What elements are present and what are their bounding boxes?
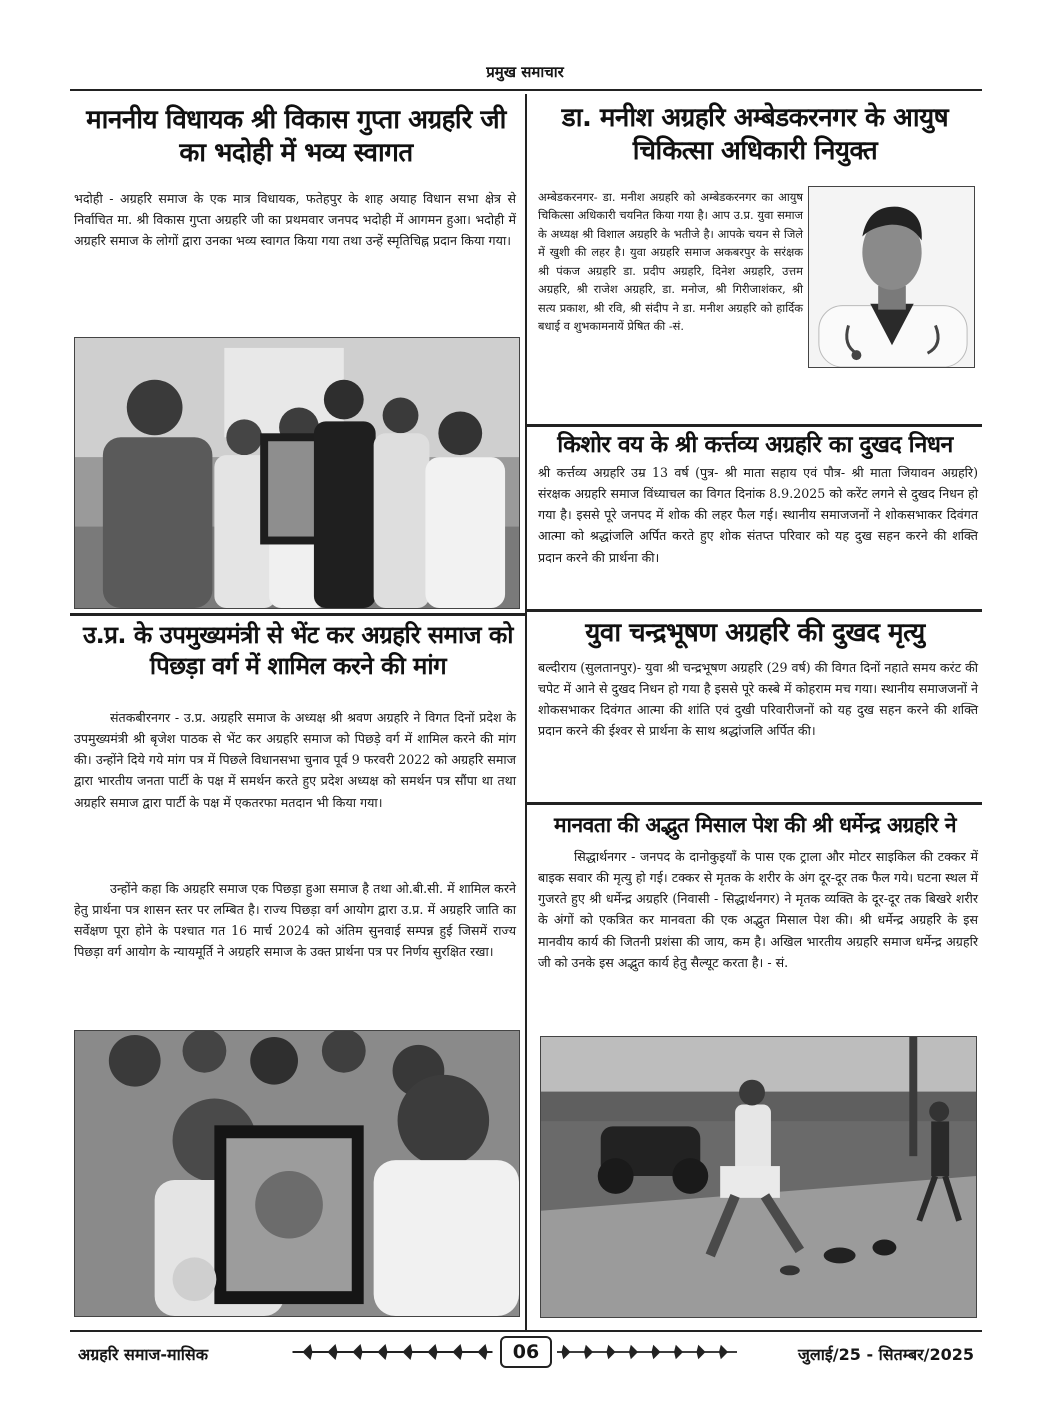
dharmendra-headline: मानवता की अद्भुत मिसाल पेश की श्री धर्मेन्द्र अग्रहरि ने: [554, 813, 956, 837]
vidhayak-welcome-photo: [74, 337, 520, 609]
page-footer: [70, 1332, 982, 1372]
column-divider: [525, 94, 527, 1330]
right-divider-1: [527, 424, 982, 427]
dharmendra-body: सिद्धार्थनगर - जनपद के दानोकुइयाँ के पास एक ट्राला और मोटर साइकिल की टक्कर में बाइक सवार की मृत्यु हो गई। टक्कर से मृतक के शरीर के अंग दूर-दूर तक फैल गये। घटना स्थल में गुजरते हुए श्री धर्मेन्द्र अग्रहरि (निवासी - सिद्धार्थनगर) ने मृतक व्यक्ति के दूर-दूर तक बिखरे शरीर के अंगों को एकत्रित कर मानवता की एक अद्भुत मिसाल पेश की। श्री धर्मेन्द्र अग्रहरि के इस मानवीय कार्य की जितनी प्रशंसा की जाय, कम है। अखिल भारतीय अग्रहरि समाज धर्मेन्द्र अग्रहरि जी को उनके इस अद्भुत कार्य हेतु सैल्यूट करता है। - सं.: [538, 849, 978, 970]
publication-name: अग्रहरि समाज-मासिक: [78, 1345, 209, 1364]
upmukhyamantri-headline: उ.प्र. के उपमुख्यमंत्री से भेंट कर अग्रहरि समाज को पिछड़ा वर्ग में शामिल करने की मांग: [82, 621, 514, 680]
page-number: 06: [500, 1336, 552, 1368]
left-divider: [70, 613, 525, 616]
upmukhyamantri-meeting-photo: [74, 1030, 520, 1317]
kartavya-headline: किशोर वय के श्री कर्त्तव्य अग्रहरि का दुखद निधन: [557, 432, 953, 458]
kartavya-body: श्री कर्त्तव्य अग्रहरि उम्र 13 वर्ष (पुत्र- श्री माता सहाय एवं पौत्र- श्री माता जियावन अग्रहरि) संरक्षक अग्रहरि समाज विंध्याचल का विगत दिनांक 8.9.2025 को करेंट लगने से दुखद निधन हो गया है। इससे पूरे जनपद में शोक की लहर फैल गई। स्थानीय समाजजनों ने शोकसभाकर दिवंगत आत्मा को श्रद्धांजलि अर्पित करते हुए शोक संतप्त परिवार को यह दुख सहन करने की शक्ति प्रदान करने की प्रार्थना की।: [538, 465, 978, 565]
issue-date: जुलाई/25 - सितम्बर/2025: [798, 1345, 974, 1364]
right-divider-2: [527, 609, 982, 612]
left-vine-ornament-icon: [290, 1342, 495, 1362]
section-label: प्रमुख समाचार: [486, 63, 564, 81]
manish-headline: डा. मनीश अग्रहरि अम्बेडकरनगर के आयुष चिकित्सा अधिकारी नियुक्त: [561, 103, 949, 167]
vidhayak-body: भदोही - अग्रहरि समाज के एक मात्र विधायक, फतेहपुर के शाह अयाह विधान सभा क्षेत्र से निर्वाचित मा. श्री विकास गुप्ता अग्रहरि जी का प्रथमवार जनपद भदोही में आगमन हुआ। भदोही में अग्रहरि समाज के लोगों द्वारा उनका भव्य स्वागत किया गया तथा उन्हें स्मृतिचिह्न प्रदान किया गया।: [74, 191, 516, 249]
manish-portrait-photo: [808, 186, 975, 368]
vidhayak-headline: माननीय विधायक श्री विकास गुप्ता अग्रहरि जी का भदोही में भव्य स्वागत: [86, 105, 506, 169]
manish-body: अम्बेडकरनगर- डा. मनीश अग्रहरि को अम्बेडकरनगर का आयुष चिकित्सा अधिकारी चयनित किया गया है। आप उ.प्र. युवा समाज के अध्यक्ष श्री विशाल अग्रहरि के भतीजे है। आपके चयन से जिले में खुशी की लहर है। युवा अग्रहरि समाज अकबरपुर के सरंक्षक श्री पंकज अग्रहरि डा. प्रदीप अग्रहरि, दिनेश अग्रहरि, उत्तम अग्रहरि, श्री राजेश अग्रहरि, डा. मनोज, श्री गिरीजाशंकर, श्री सत्य प्रकाश, श्री रवि, श्री संदीप ने डा. मनीश अग्रहरि को हार्दिक बधाई व शुभकामनायें प्रेषित की -सं.: [538, 190, 803, 334]
right-divider-3: [527, 802, 982, 805]
chandrabhushan-body: बल्दीराय (सुलतानपुर)- युवा श्री चन्द्रभूषण अग्रहरि (29 वर्ष) की विगत दिनों नहाते समय करंट की चपेट में आने से दुखद निधन हो गया है इससे पूरे कस्बे में कोहराम मच गया। स्थानीय समाजजनों ने शोकसभाकर दिवंगत आत्मा की शांति एवं दुखी परिवारीजनों को यह दुख सहन करने की शक्ति प्रदान करने की ईश्वर से प्रार्थना के साथ श्रद्धांजलि अर्पित की।: [538, 660, 978, 739]
chandrabhushan-headline: युवा चन्द्रभूषण अग्रहरि की दुखद मृत्यु: [585, 618, 925, 648]
top-rule: [70, 89, 982, 91]
right-vine-ornament-icon: [557, 1342, 737, 1362]
accident-scene-photo: [540, 1036, 977, 1318]
upmukhyamantri-body-2: उन्होंने कहा कि अग्रहरि समाज एक पिछड़ा हुआ समाज है तथा ओ.बी.सी. में शामिल करने हेतु प्रार्थना पत्र शासन स्तर पर लम्बित है। राज्य पिछड़ा वर्ग आयोग द्वारा उ.प्र. में अग्रहरि जाति का सर्वेक्षण पूरा होने के पश्चात गत 16 मार्च 2024 को अंतिम सुनवाई सम्पन्न हुई जिसमें राज्य पिछड़ा वर्ग आयोग के न्यायमूर्ति ने अग्रहरि समाज के उक्त प्रार्थना पत्र पर निर्णय सुरक्षित रखा।: [74, 881, 516, 960]
upmukhyamantri-body-1: संतकबीरनगर - उ.प्र. अग्रहरि समाज के अध्यक्ष श्री श्रवण अग्रहरि ने विगत दिनों प्रदेश के उपमुख्यमंत्री श्री बृजेश पाठक से भेंट कर अग्रहरि समाज को पिछड़े वर्ग में शामिल करने की मांग की। उन्होंने दिये गये मांग पत्र में पिछले विधानसभा चुनाव पूर्व 9 फरवरी 2022 को अग्रहरि समाज द्वारा भारतीय जनता पार्टी के पक्ष में समर्थन करते हुए प्रदेश अध्यक्ष को समर्थन पत्र सौंपा था तथा अग्रहरि समाज द्वारा पार्टी के पक्ष में एकतरफा मतदान भी किया गया।: [74, 710, 516, 810]
